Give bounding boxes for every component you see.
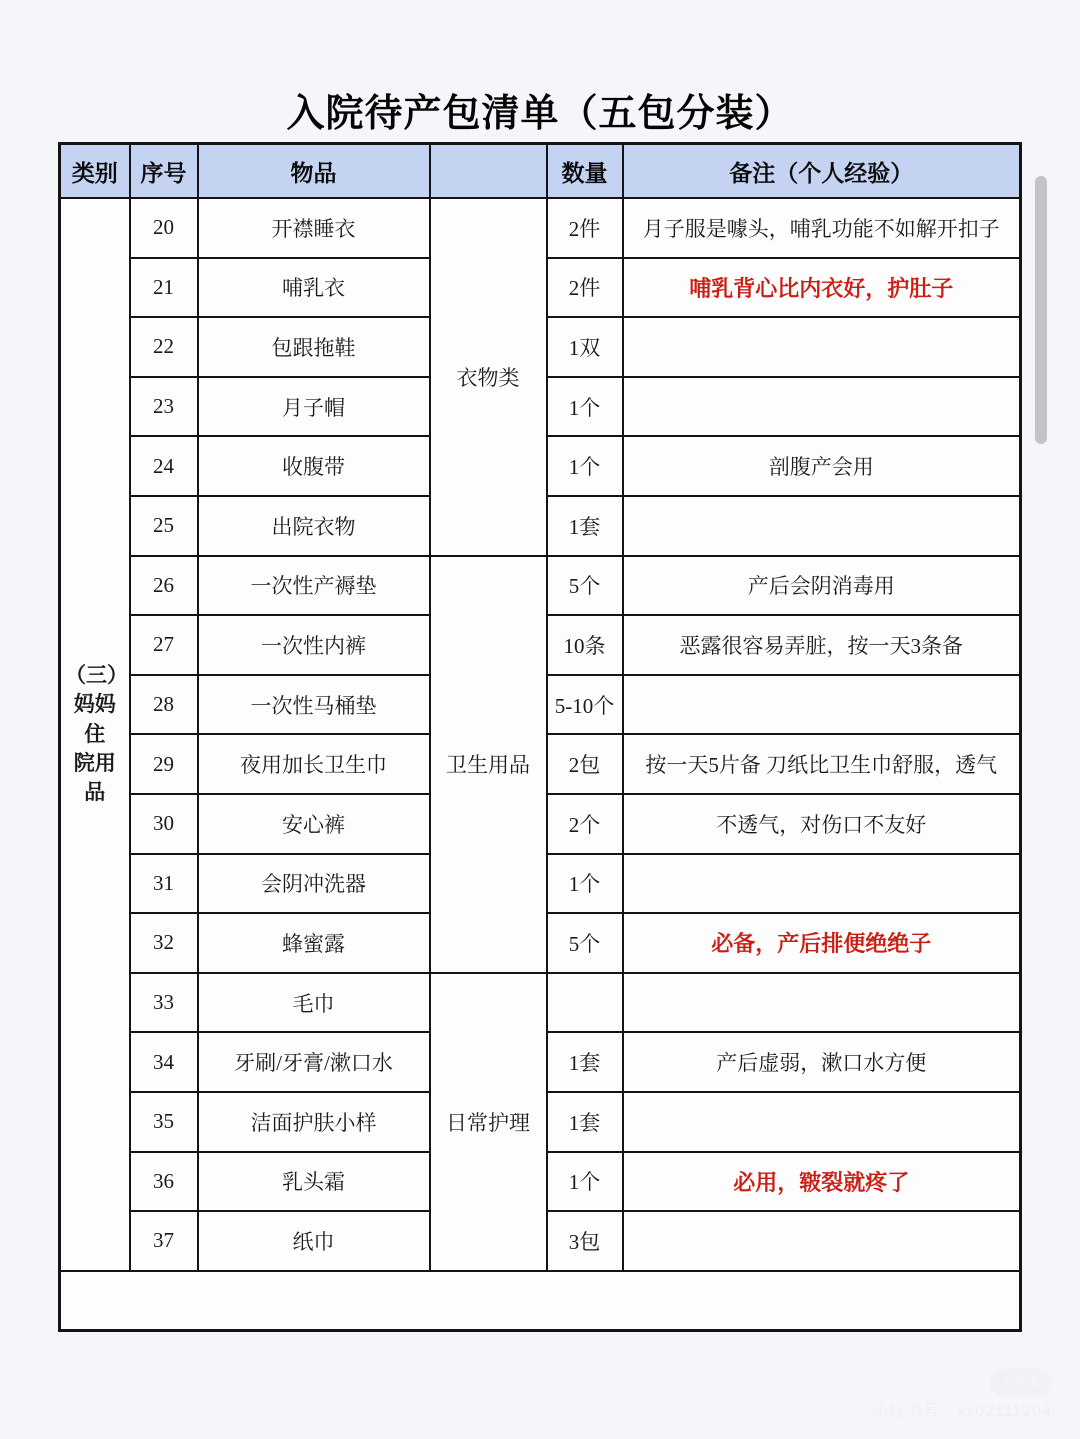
note-cell [623, 854, 1021, 914]
quantity-cell: 2件 [547, 258, 623, 318]
category-cell: （三） 妈妈住 院用品 [60, 198, 130, 1271]
item-name: 一次性马桶垫 [198, 675, 430, 735]
note-cell [623, 675, 1021, 735]
quantity-cell: 10条 [547, 615, 623, 675]
row-number: 28 [130, 675, 198, 735]
row-number: 31 [130, 854, 198, 914]
header-group [430, 144, 547, 199]
item-name: 夜用加长卫生巾 [198, 734, 430, 794]
row-number: 27 [130, 615, 198, 675]
item-name: 纸巾 [198, 1211, 430, 1271]
quantity-cell: 1个 [547, 1152, 623, 1212]
row-number: 30 [130, 794, 198, 854]
header-no: 序号 [130, 144, 198, 199]
header-row [60, 144, 1021, 199]
quantity-cell: 3包 [547, 1211, 623, 1271]
note-cell [623, 1092, 1021, 1152]
watermark-badge: 小红书 [989, 1369, 1052, 1396]
watermark [872, 1369, 1052, 1421]
note-cell: 月子服是噱头，哺乳功能不如解开扣子 [623, 198, 1021, 258]
watermark-text: 小红书号：xx02111204 [872, 1403, 1052, 1420]
note-cell [623, 377, 1021, 437]
row-number: 22 [130, 317, 198, 377]
quantity-cell: 5-10个 [547, 675, 623, 735]
note-cell: 不透气，对伤口不友好 [623, 794, 1021, 854]
table-row [60, 198, 1021, 258]
row-number: 29 [130, 734, 198, 794]
quantity-cell: 5个 [547, 913, 623, 973]
row-number: 24 [130, 436, 198, 496]
quantity-cell: 2个 [547, 794, 623, 854]
header-category: 类别 [60, 144, 130, 199]
quantity-cell: 1个 [547, 854, 623, 914]
item-name: 洁面护肤小样 [198, 1092, 430, 1152]
note-cell [623, 496, 1021, 556]
item-name: 乳头霜 [198, 1152, 430, 1212]
note-cell [623, 317, 1021, 377]
table-body [60, 198, 1021, 1331]
row-number: 20 [130, 198, 198, 258]
row-number: 33 [130, 973, 198, 1033]
row-number: 26 [130, 556, 198, 616]
note-cell: 按一天5片备 刀纸比卫生巾舒服，透气 [623, 734, 1021, 794]
note-cell: 必备，产后排便绝绝子 [623, 913, 1021, 973]
group-cell: 衣物类 [430, 198, 547, 556]
row-number: 36 [130, 1152, 198, 1212]
note-cell: 产后虚弱，漱口水方便 [623, 1032, 1021, 1092]
scrollbar-thumb[interactable] [1035, 176, 1047, 444]
item-name: 安心裤 [198, 794, 430, 854]
item-name: 开襟睡衣 [198, 198, 430, 258]
quantity-cell: 1套 [547, 1032, 623, 1092]
row-number: 37 [130, 1211, 198, 1271]
item-name: 一次性内裤 [198, 615, 430, 675]
header-note: 备注（个人经验） [623, 144, 1021, 199]
note-cell: 哺乳背心比内衣好，护肚子 [623, 258, 1021, 318]
quantity-cell: 1个 [547, 436, 623, 496]
header-item: 物品 [198, 144, 430, 199]
note-cell [623, 973, 1021, 1033]
row-number: 34 [130, 1032, 198, 1092]
item-name: 收腹带 [198, 436, 430, 496]
note-cell [623, 1211, 1021, 1271]
note-cell: 恶露很容易弄脏，按一天3条备 [623, 615, 1021, 675]
page-title: 入院待产包清单（五包分装） [286, 93, 794, 135]
quantity-cell: 1双 [547, 317, 623, 377]
checklist-table [58, 142, 1022, 1332]
table-row [60, 556, 1021, 616]
row-number: 35 [130, 1092, 198, 1152]
quantity-cell: 2件 [547, 198, 623, 258]
quantity-cell: 5个 [547, 556, 623, 616]
item-name: 牙刷/牙膏/漱口水 [198, 1032, 430, 1092]
note-cell: 产后会阴消毒用 [623, 556, 1021, 616]
group-cell: 卫生用品 [430, 556, 547, 973]
item-name: 会阴冲洗器 [198, 854, 430, 914]
quantity-cell: 1个 [547, 377, 623, 437]
note-cell: 剖腹产会用 [623, 436, 1021, 496]
row-number: 23 [130, 377, 198, 437]
table-row [60, 973, 1021, 1033]
item-name: 一次性产褥垫 [198, 556, 430, 616]
item-name: 月子帽 [198, 377, 430, 437]
item-name: 包跟拖鞋 [198, 317, 430, 377]
item-name: 蜂蜜露 [198, 913, 430, 973]
empty-footer-row [60, 1271, 1021, 1331]
item-name: 哺乳衣 [198, 258, 430, 318]
quantity-cell: 1套 [547, 496, 623, 556]
header-qty: 数量 [547, 144, 623, 199]
item-name: 毛巾 [198, 973, 430, 1033]
row-number: 25 [130, 496, 198, 556]
item-name: 出院衣物 [198, 496, 430, 556]
quantity-cell: 2包 [547, 734, 623, 794]
row-number: 21 [130, 258, 198, 318]
row-number: 32 [130, 913, 198, 973]
empty-footer-cell [60, 1271, 1021, 1331]
group-cell: 日常护理 [430, 973, 547, 1271]
quantity-cell: 1套 [547, 1092, 623, 1152]
quantity-cell [547, 973, 623, 1033]
note-cell: 必用，皲裂就疼了 [623, 1152, 1021, 1212]
